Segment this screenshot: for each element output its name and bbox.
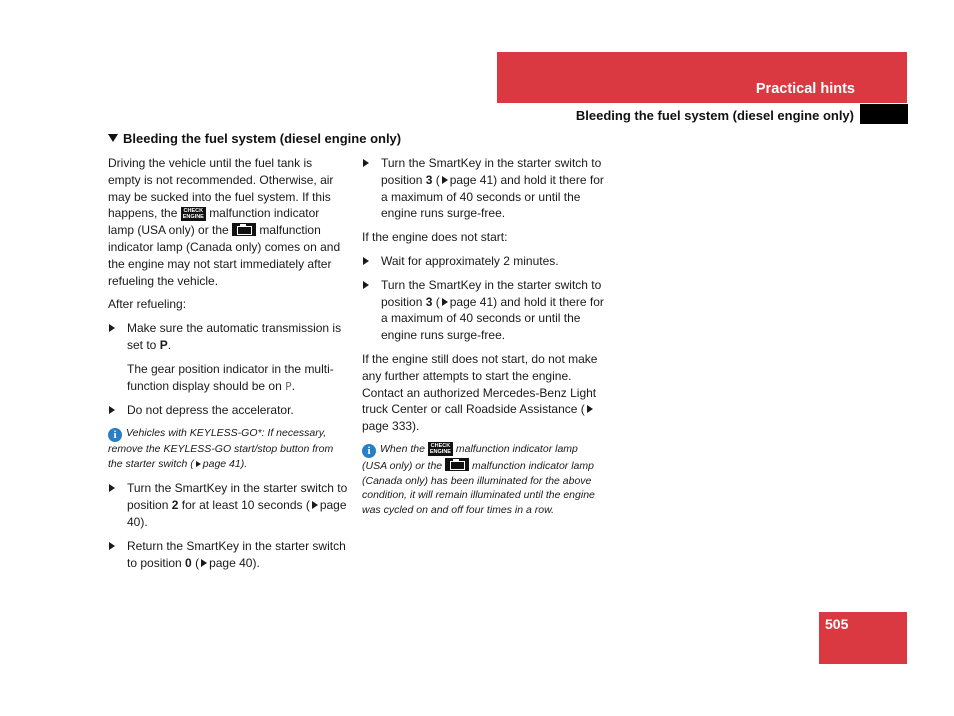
header-title: Practical hints	[755, 81, 855, 97]
section-tab-marker	[860, 104, 908, 124]
note-text-b: malfunction indicator lamp (USA only) or the	[362, 442, 578, 472]
bullet-text-c: page 40).	[127, 498, 347, 529]
still-not-text-b: page 333).	[362, 419, 420, 434]
page-number: 505	[825, 616, 849, 632]
page-ref-icon	[201, 559, 207, 567]
info-icon: i	[108, 428, 122, 442]
bullet-bold: 3	[425, 172, 433, 187]
bullet-bold: P	[159, 337, 168, 352]
bullet-bold: 0	[185, 555, 192, 570]
bullet-arrow-icon	[363, 159, 369, 167]
note-text-a: Vehicles with KEYLESS-GO*: If necessary, remove the KEYLESS-GO start/stop button from the starter switch (	[108, 427, 334, 470]
note-text-a: When the	[380, 442, 425, 455]
bullet-arrow-icon	[363, 281, 369, 289]
section-heading	[108, 131, 401, 146]
bullet-text: Turn the SmartKey in the starter switch to position	[127, 481, 348, 513]
gear-text: The gear position indicator in the multi-function display should be on	[127, 361, 334, 393]
bullet-text-c: page 40).	[209, 555, 260, 570]
check-engine-icon	[181, 207, 206, 221]
page-ref-icon	[442, 298, 448, 306]
page-number-box	[819, 612, 907, 664]
bullet-text-b: for at least 10 seconds (	[181, 498, 310, 513]
bullet-text: Wait for approximately 2 minutes.	[381, 253, 559, 268]
down-triangle-icon	[108, 134, 118, 142]
bullet-text-b: (	[435, 172, 440, 187]
gear-display-value: P	[285, 379, 292, 393]
section-heading-text: Bleeding the fuel system (diesel engine only)	[123, 131, 402, 146]
bullet-text-b: (	[195, 555, 200, 570]
bullet-item	[108, 480, 348, 530]
engine-icon	[445, 458, 469, 471]
left-column	[108, 155, 348, 578]
if-not-start: If the engine does not start:	[362, 230, 508, 245]
bullet-end: .	[167, 337, 172, 352]
right-column	[362, 155, 604, 526]
page-ref-icon	[442, 176, 448, 184]
check-engine-line2: ENGINE	[182, 214, 204, 221]
intro-paragraph	[108, 155, 348, 289]
bullet-text: Turn the SmartKey in the starter switch to position	[381, 156, 602, 187]
engine-icon	[232, 223, 256, 236]
bullet-text: Turn the SmartKey in the starter switch to position	[381, 277, 602, 309]
page-ref-icon	[312, 501, 318, 509]
bullet-text-c: page 41) and hold it there for a maximum of 40 seconds or until the engine runs surge-free.	[381, 172, 604, 221]
bullet-arrow-icon	[109, 406, 115, 414]
bullet-item	[362, 155, 604, 222]
bullet-arrow-icon	[109, 484, 115, 492]
page-ref-icon	[196, 461, 201, 467]
check-engine-line2: ENGINE	[429, 448, 451, 455]
bullet-text: Return the SmartKey in the starter switch to position	[127, 538, 346, 570]
info-note	[108, 426, 348, 471]
header-bar	[497, 52, 907, 103]
info-note	[362, 442, 604, 517]
page-ref-icon	[587, 405, 593, 413]
check-engine-line1: CHECK	[430, 442, 451, 449]
bullet-item	[108, 538, 348, 572]
info-icon: i	[362, 444, 376, 458]
bullet-arrow-icon	[109, 324, 115, 332]
note-text-b: page 41).	[202, 457, 248, 470]
still-not-text-a: If the engine still does not start, do not make any further attempts to start the engine. Contact an authorized Mercedes-Benz Light truck Center or call Roadside Assistance (	[362, 351, 598, 417]
check-engine-line1: CHECK	[183, 208, 204, 215]
bullet-arrow-icon	[363, 257, 369, 265]
bullet-item	[362, 253, 604, 270]
bullet-text: Make sure the automatic transmission is set to	[127, 321, 342, 352]
header-subtitle: Bleeding the fuel system (diesel engine only)	[575, 108, 854, 123]
bullet-text: Do not depress the accelerator.	[127, 403, 294, 418]
bullet-item	[108, 320, 348, 354]
note-text-c: malfunction indicator lamp (Canada only) has been illuminated for the above condition, it will remain illuminated until the engine was cycled on and off four times in a row.	[362, 459, 595, 516]
gear-indicator-note	[108, 361, 348, 396]
bullet-text-b: (	[435, 294, 440, 309]
bullet-arrow-icon	[109, 542, 115, 550]
bullet-bold: 3	[425, 294, 433, 309]
still-not-start	[362, 351, 604, 435]
intro-text-b: malfunction indicator lamp (USA only) or the	[108, 206, 320, 238]
intro-text-a: Driving the vehicle until the fuel tank is empty is not recommended. Otherwise, air may be sucked into the fuel system. If this happens, the	[108, 156, 334, 221]
bullet-item	[108, 402, 348, 419]
bullet-bold: 2	[171, 498, 179, 513]
bullet-item	[362, 277, 604, 344]
intro-text-c: malfunction indicator lamp (Canada only) comes on and the engine may not start immediately after refueling the vehicle.	[108, 223, 341, 288]
gear-end: .	[291, 378, 296, 393]
check-engine-icon	[428, 442, 453, 456]
after-refueling: After refueling:	[108, 297, 187, 312]
bullet-text-c: page 41) and hold it there for a maximum of 40 seconds or until the engine runs surge-free.	[381, 294, 604, 343]
